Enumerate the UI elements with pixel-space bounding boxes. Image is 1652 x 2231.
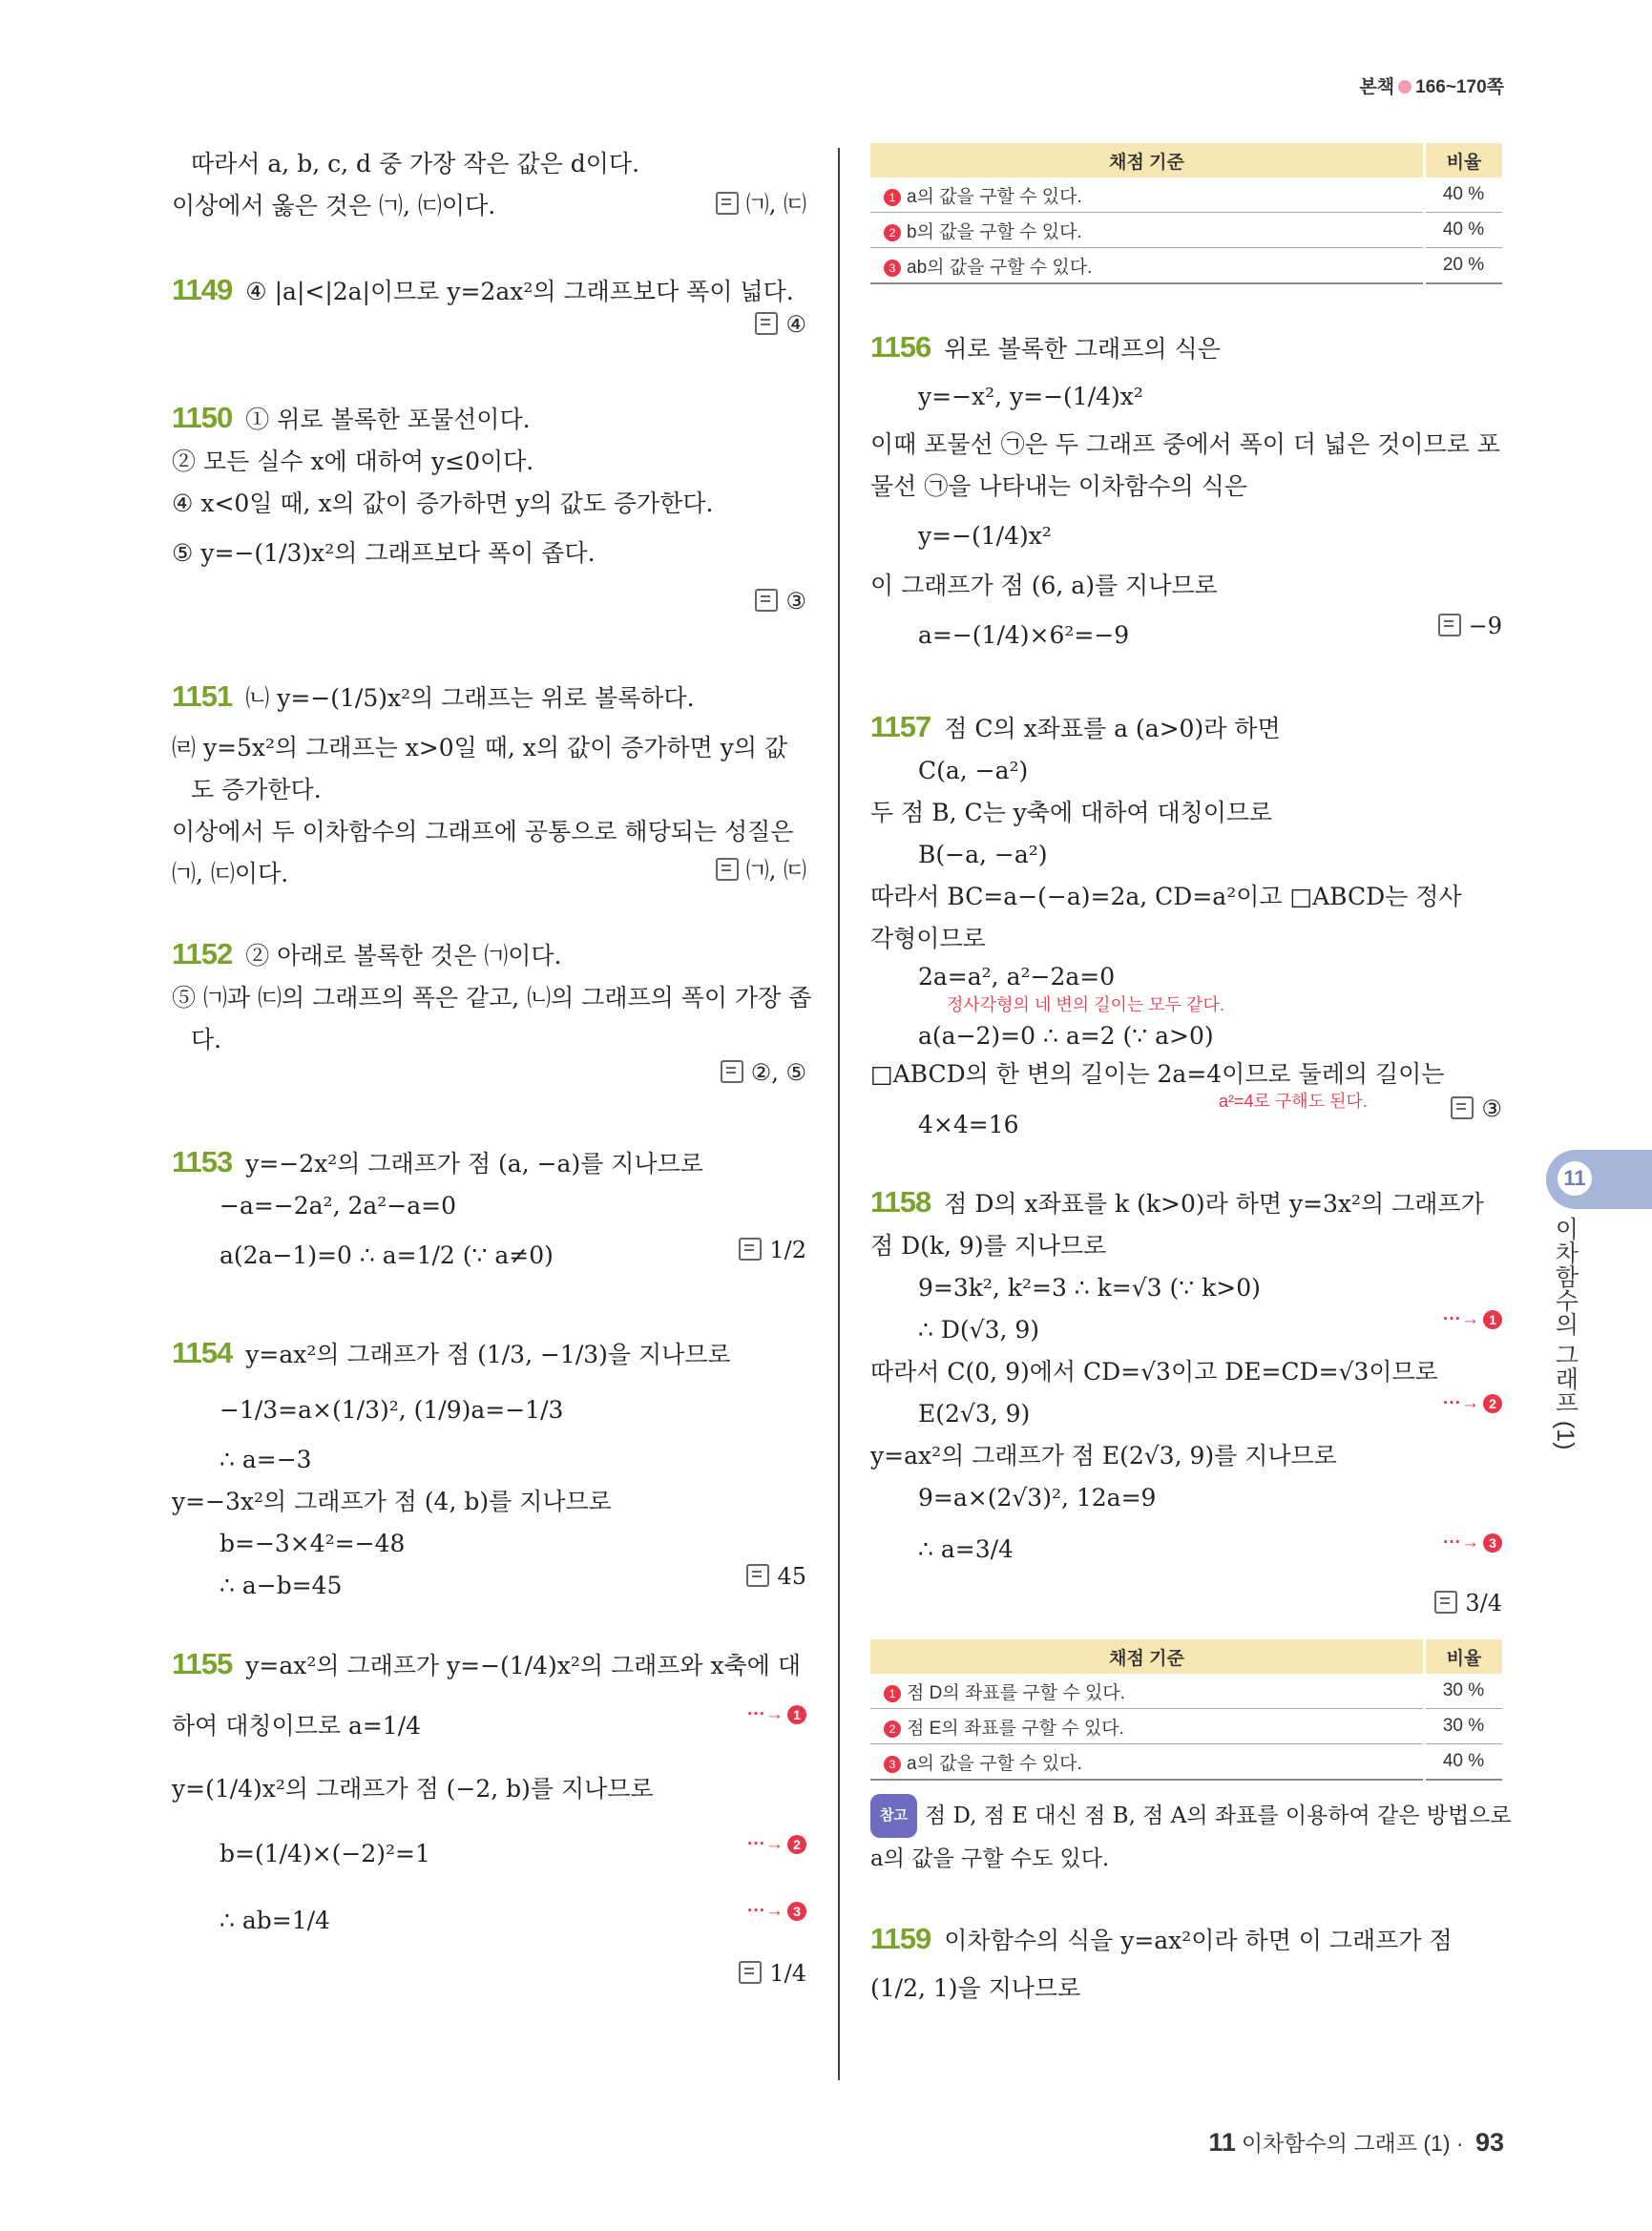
text-line: 점 D(k, 9)를 지나므로 <box>870 1232 1107 1260</box>
text-line: ④ x<0일 때, x의 값이 증가하면 y의 값도 증가한다. <box>172 490 714 517</box>
bullet-icon <box>1398 80 1412 94</box>
text-line: ∴ a=3/4 <box>918 1535 1014 1563</box>
problem-1154 <box>172 1326 806 1607</box>
step-marker-3: ···→ 3 <box>747 1901 806 1922</box>
problem-1149 <box>172 269 806 355</box>
footer-title: 이차함수의 그래프 (1) <box>1241 2131 1451 2156</box>
table-row: 2 b의 값을 구할 수 있다. 40 % <box>870 213 1502 248</box>
text-line: □ABCD의 한 변의 길이는 2a=4이므로 둘레의 길이는 <box>870 1060 1445 1088</box>
text-line: 이 그래프가 점 (6, a)를 지나므로 <box>870 572 1218 599</box>
text-line: (1/2, 1)을 지나므로 <box>870 1974 1081 2002</box>
text-line: −1/3=a×(1/3)², (1/9)a=−1/3 <box>220 1396 564 1424</box>
text-line: 따라서 C(0, 9)에서 CD=√3이고 DE=CD=√3이므로 <box>870 1358 1438 1386</box>
text-line: a(2a−1)=0 ∴ a=1/2 (∵ a≠0) <box>220 1241 554 1269</box>
answer: 1/4 <box>739 1960 806 1987</box>
grading-table-2 <box>870 1639 1502 1781</box>
table-row: 1 점 D의 좌표를 구할 수 있다. 30 % <box>870 1674 1502 1709</box>
answer-icon <box>721 1060 743 1083</box>
problem-1155 <box>172 1636 806 1987</box>
table-header: 채점 기준 <box>870 143 1425 177</box>
text-line: ② 아래로 볼록한 것은 ㈀이다. <box>245 942 562 970</box>
text-line: 도 증가한다. <box>191 776 322 803</box>
chapter-side-title: 이차함수의 그래프 (1) <box>1552 1217 1579 1450</box>
text-line: ∴ D(√3, 9) <box>918 1316 1040 1344</box>
text-line: ㈁ y=−(1/5)x²의 그래프는 위로 볼록하다. <box>245 684 695 712</box>
text-line: y=−(1/4)x² <box>918 522 1052 550</box>
text-line: 각형이므로 <box>870 925 986 952</box>
step-marker-2: ···→ 2 <box>1443 1393 1502 1414</box>
text-line: ∴ ab=1/4 <box>220 1907 330 1934</box>
page-footer: 11 이차함수의 그래프 (1) · 93 <box>1208 2128 1504 2157</box>
text-line: y=−2x²의 그래프가 점 (a, −a)를 지나므로 <box>245 1150 703 1178</box>
text-line: 위로 볼록한 그래프의 식은 <box>944 335 1221 363</box>
problem-1157 <box>870 706 1502 1139</box>
problem-number: 1149 <box>172 273 233 306</box>
page-header <box>1359 73 1504 98</box>
text-line: ∴ a=−3 <box>220 1446 312 1473</box>
column-divider <box>838 148 840 2080</box>
problem-1150 <box>172 397 806 639</box>
problem-number: 1153 <box>172 1145 233 1178</box>
text-line: a=−(1/4)×6²=−9 <box>918 621 1130 649</box>
text-line: 따라서 BC=a−(−a)=2a, CD=a²이고 □ABCD는 정사 <box>870 883 1462 910</box>
step-marker-1: ···→ 1 <box>1443 1309 1502 1330</box>
text-line: 이차함수의 식을 y=ax²이라 하면 이 그래프가 점 <box>944 1927 1453 1954</box>
text-line: y=(1/4)x²의 그래프가 점 (−2, b)를 지나므로 <box>172 1775 654 1803</box>
problem-1152 <box>172 933 812 1103</box>
text-line: 4×4=16 <box>918 1111 1019 1138</box>
problem-number: 1152 <box>172 937 233 970</box>
table-header: 비율 <box>1425 1639 1503 1674</box>
text-line: y=ax²의 그래프가 y=−(1/4)x²의 그래프와 x축에 대 <box>245 1652 802 1679</box>
answer-icon <box>1434 1591 1457 1614</box>
reference-note: 참고 점 D, 점 E 대신 점 B, 점 A의 좌표를 이용하여 같은 방법으로 a의 값을 구할 수도 있다. <box>870 1794 1502 1880</box>
text-line: ㈀, ㈂이다. <box>172 860 289 887</box>
text-line: 이상에서 두 이차함수의 그래프에 공통으로 해당되는 성질은 <box>172 818 794 845</box>
annotation-note: 정사각형의 네 변의 길이는 모두 같다. <box>947 995 1224 1014</box>
text-line: 9=a×(2√3)², 12a=9 <box>918 1484 1157 1512</box>
text-line: 9=3k², k²=3 ∴ k=√3 (∵ k>0) <box>918 1274 1261 1302</box>
text-line: ∴ a−b=45 <box>220 1572 343 1599</box>
text-line: 하여 대칭이므로 a=1/4 <box>172 1712 422 1740</box>
header-book: 본책 <box>1359 77 1395 97</box>
problem-number: 1159 <box>870 1922 931 1955</box>
table-header: 비율 <box>1425 143 1503 177</box>
answer: ②, ⑤ <box>721 1059 806 1086</box>
text-line: 두 점 B, C는 y축에 대하여 대칭이므로 <box>870 799 1273 826</box>
answer-icon <box>755 589 778 612</box>
text-line: b=(1/4)×(−2)²=1 <box>220 1840 430 1867</box>
step-marker-3: ···→ 3 <box>1443 1533 1502 1553</box>
text-line: C(a, −a²) <box>918 757 1029 784</box>
text-line: 물선 ㉠을 나타내는 이차함수의 식은 <box>870 472 1247 500</box>
problem-number: 1156 <box>870 330 931 364</box>
problem-number: 1155 <box>172 1647 233 1680</box>
problem-1151 <box>172 668 806 895</box>
answer: ④ <box>755 311 806 338</box>
text-line: −a=−2a², 2a²−a=0 <box>220 1192 457 1220</box>
text-line: 점 C의 x좌표를 a (a>0)라 하면 <box>944 715 1281 742</box>
text-line: 다. <box>191 1026 222 1053</box>
problem-number: 1157 <box>870 710 931 743</box>
answer-icon <box>739 1961 762 1984</box>
answer-icon <box>746 1564 769 1587</box>
annotation-note: a²=4로 구해도 된다. <box>1219 1092 1368 1111</box>
answer: 45 <box>746 1563 806 1590</box>
text-line: 따라서 a, b, c, d 중 가장 작은 값은 d이다. <box>191 150 640 177</box>
text-line: ④ |a|<|2a|이므로 y=2ax²의 그래프보다 폭이 넓다. <box>245 278 794 305</box>
chapter-number: 11 <box>1558 1161 1592 1196</box>
problem-1153 <box>172 1141 806 1284</box>
header-pages: 166~170쪽 <box>1415 77 1504 97</box>
answer-icon <box>1451 1096 1474 1119</box>
table-header: 채점 기준 <box>870 1639 1425 1674</box>
answer: 3/4 <box>1434 1590 1502 1616</box>
text-line: ㈃ y=5x²의 그래프는 x>0일 때, x의 값이 증가하면 y의 값 <box>172 734 788 761</box>
table-row: 1 a의 값을 구할 수 있다. 40 % <box>870 177 1502 213</box>
text-line: 점 D의 x좌표를 k (k>0)라 하면 y=3x²의 그래프가 <box>944 1190 1484 1218</box>
problem-number: 1158 <box>870 1185 931 1219</box>
answer: ③ <box>1451 1095 1502 1122</box>
answer: ③ <box>755 588 806 615</box>
text-line: B(−a, −a²) <box>918 841 1048 868</box>
problem-number: 1150 <box>172 401 233 434</box>
text-line: y=ax²의 그래프가 점 E(2√3, 9)를 지나므로 <box>870 1442 1337 1470</box>
answer: ㈀, ㈂ <box>716 185 806 219</box>
text-line: b=−3×4²=−48 <box>220 1530 406 1557</box>
text-line: ⑤ ㈀과 ㈂의 그래프의 폭은 같고, ㈁의 그래프의 폭이 가장 좁 <box>172 984 812 1011</box>
text-line: a의 값을 구할 수도 있다. <box>870 1846 1110 1871</box>
right-column <box>870 143 1512 2015</box>
step-marker-1: ···→ 1 <box>747 1704 806 1725</box>
text-line: y=−3x²의 그래프가 점 (4, b)를 지나므로 <box>172 1488 612 1515</box>
answer-icon <box>716 858 739 881</box>
text-line: E(2√3, 9) <box>918 1400 1031 1428</box>
text-line: 2a=a², a²−2a=0 <box>918 963 1116 990</box>
table-row: 3 a의 값을 구할 수 있다. 40 % <box>870 1744 1502 1781</box>
text-line: 이때 포물선 ㉠은 두 그래프 중에서 폭이 더 넓은 것이므로 포 <box>870 430 1500 458</box>
answer-icon <box>1438 614 1461 636</box>
problem-number: 1151 <box>172 679 233 713</box>
footer-chapter-number: 11 <box>1208 2128 1236 2157</box>
answer-icon <box>755 312 778 335</box>
problem-1158 <box>870 1181 1502 1634</box>
problem-number: 1154 <box>172 1336 233 1369</box>
chapter-tab <box>1546 1150 1652 1209</box>
text-line: ① 위로 볼록한 포물선이다. <box>245 406 531 433</box>
answer-icon <box>716 192 739 215</box>
problem-1156 <box>870 326 1502 664</box>
left-column <box>172 143 812 1987</box>
page-number: 93 <box>1474 2128 1504 2157</box>
answer: ㈀, ㈂ <box>716 851 806 885</box>
answer-icon <box>739 1238 762 1261</box>
step-marker-2: ···→ 2 <box>747 1834 806 1855</box>
text-line: ② 모든 실수 x에 대하여 y≤0이다. <box>172 448 534 475</box>
grading-table-1 <box>870 143 1502 284</box>
text-line: 이상에서 옳은 것은 ㈀, ㈂이다. <box>172 192 496 219</box>
table-row: 3 ab의 값을 구할 수 있다. 20 % <box>870 248 1502 284</box>
text-line: a(a−2)=0 ∴ a=2 (∵ a>0) <box>918 1022 1214 1050</box>
text-line: y=−x², y=−(1/4)x² <box>918 383 1143 410</box>
problem-1159 <box>870 1918 1502 2015</box>
text-line: y=ax²의 그래프가 점 (1/3, −1/3)을 지나므로 <box>245 1341 731 1368</box>
text-line: ⑤ y=−(1/3)x²의 그래프보다 폭이 좁다. <box>172 539 596 567</box>
reference-tag: 참고 <box>870 1794 917 1838</box>
intro-block <box>172 143 806 227</box>
answer: −9 <box>1438 613 1502 639</box>
answer: 1/2 <box>739 1237 806 1263</box>
table-row: 2 점 E의 좌표를 구할 수 있다. 30 % <box>870 1709 1502 1744</box>
